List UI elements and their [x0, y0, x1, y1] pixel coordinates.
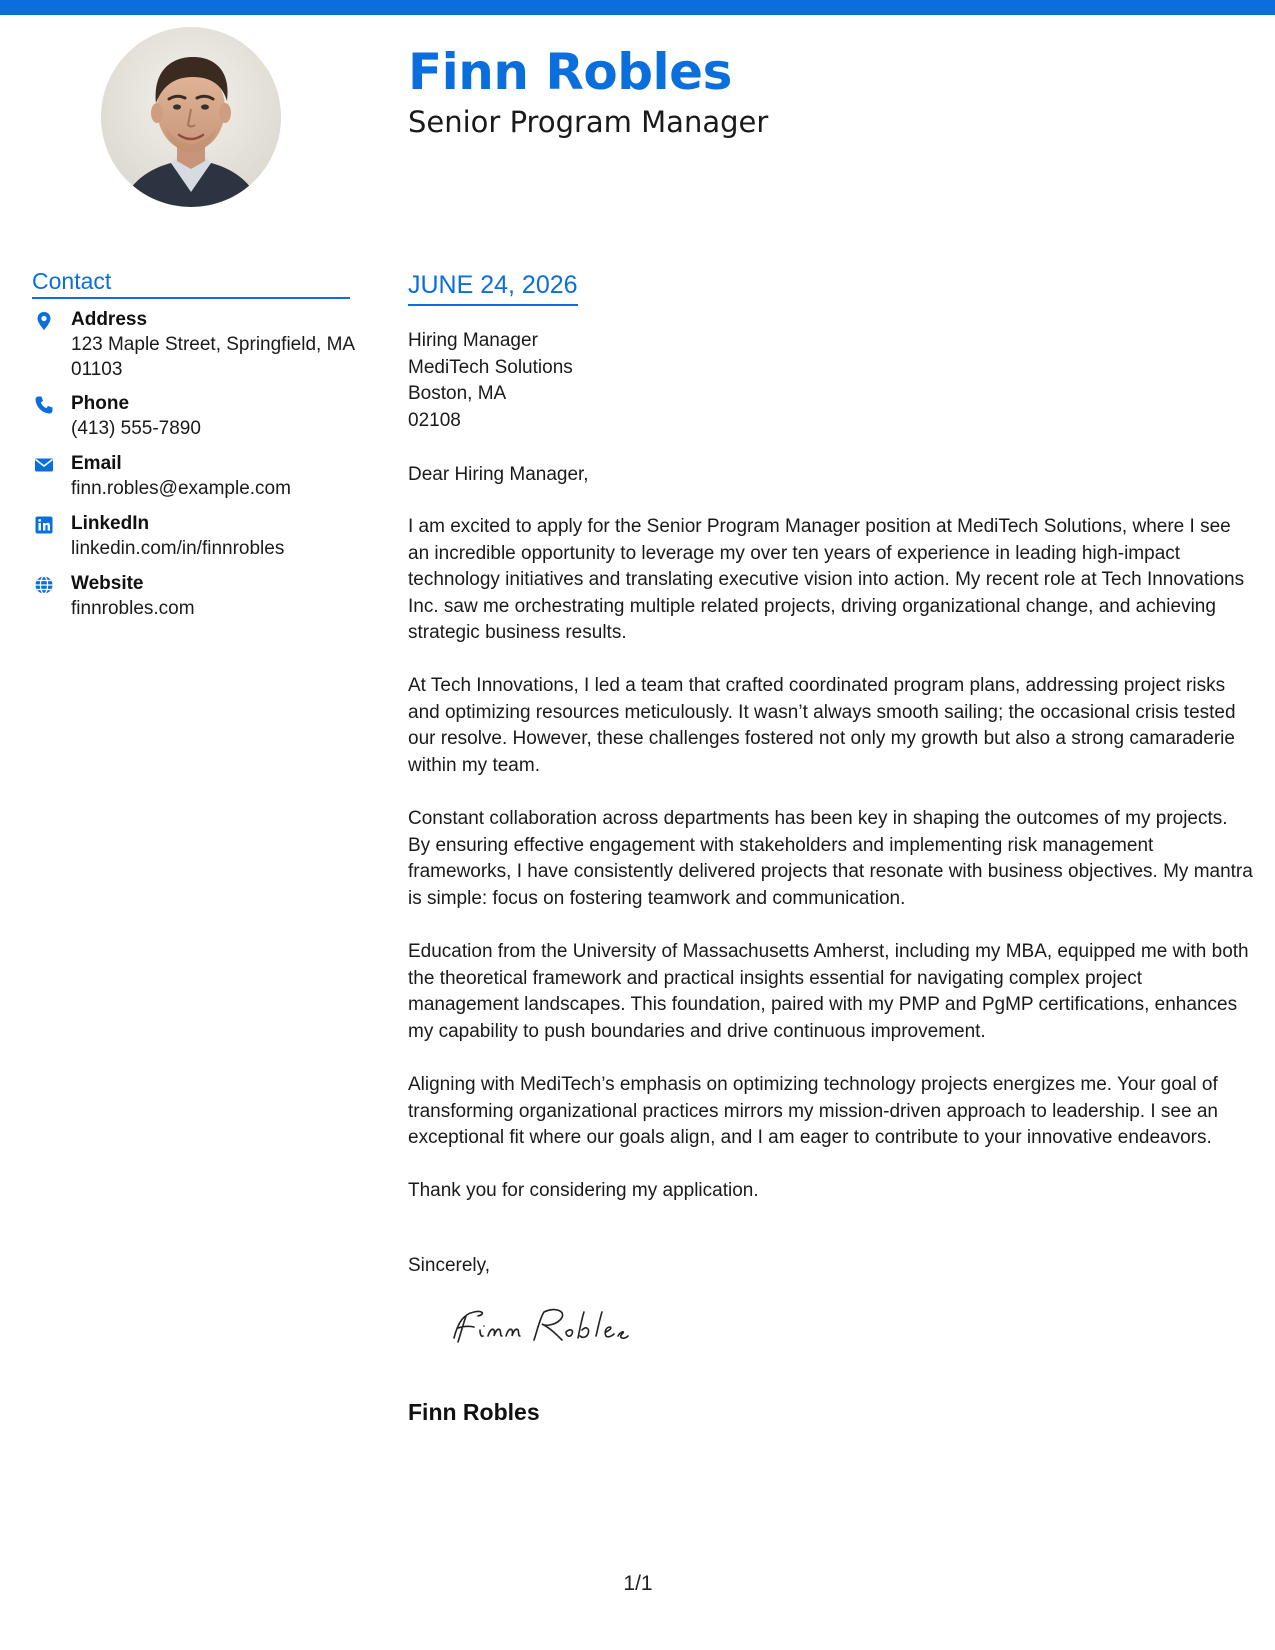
recipient-line: MediTech Solutions [408, 356, 573, 378]
contact-phone-label: Phone [71, 393, 130, 414]
salutation: Dear Hiring Manager, [408, 464, 589, 485]
top-accent-bar [0, 0, 1275, 15]
contact-email-label: Email [71, 453, 122, 474]
letter-date: JUNE 24, 2026 [408, 270, 578, 306]
email-icon [34, 455, 54, 475]
globe-icon [34, 575, 54, 595]
body-paragraph: At Tech Innovations, I led a team that crafted coordinated program plans, addressing project risks and optimizing resources meticulously. It wasn’t always smooth sailing; the occasional crisis tested our resolve. However, these challenges fostered not only my growth but also a strong camaraderie within my team. [408, 675, 1236, 776]
recipient-line: Boston, MA [408, 383, 507, 404]
recipient-line: Hiring Manager [408, 330, 538, 351]
contact-linkedin-label: LinkedIn [71, 513, 150, 534]
phone-icon [34, 395, 54, 415]
candidate-name: Finn Robles [408, 43, 732, 101]
contact-website-value[interactable]: finnrobles.com [71, 598, 195, 619]
body-paragraph: Aligning with MediTech’s emphasis on optimizing technology projects energizes me. Your goal of transforming organizational practices mirrors my mission-driven approach to leadership. I see an exceptional fit where our goals align, and I am eager to contribute to your innovative endeavors. [408, 1074, 1218, 1148]
contact-website-label: Website [71, 573, 144, 594]
contact-heading: Contact [32, 266, 350, 299]
closing: Sincerely, [408, 1255, 491, 1276]
page-number: 1/1 [623, 1572, 653, 1595]
contact-phone-value: (413) 555-7890 [71, 418, 201, 439]
recipient-line: 02108 [408, 409, 461, 431]
body-paragraph: Education from the University of Massachusetts Amherst, including my MBA, equipped me with both the theoretical framework and practical insights essential for navigating complex project management landscapes. This foundation, paired with my PMP and PgMP certifications, enhances my capability to push boundaries and drive continuous improvement. [408, 941, 1249, 1042]
body-paragraph: Thank you for considering my application. [408, 1180, 759, 1201]
recipient-block [408, 328, 573, 434]
linkedin-icon [34, 515, 54, 535]
contact-email-value[interactable]: finn.robles@example.com [71, 478, 291, 499]
body-paragraph: I am excited to apply for the Senior Program Manager position at MediTech Solutions, where I see an incredible opportunity to leverage my over ten years of experience in leading high-impact technology initiatives and translating executive vision into action. My recent role at Tech Innovations Inc. saw me orchestrating multiple related projects, driving organizational change, and achieving strategic business results. [408, 516, 1245, 643]
contact-linkedin-value[interactable]: linkedin.com/in/finnrobles [71, 538, 285, 559]
contact-address-label: Address [71, 309, 148, 330]
map-pin-icon [34, 311, 54, 331]
job-title: Senior Program Manager [408, 105, 769, 139]
body-paragraph: Constant collaboration across departments has been key in shaping the outcomes of my projects. By ensuring effective engagement with stakeholders and implementing risk management frameworks, I have consistently delivered projects that resonate with business objectives. My mantra is simple: focus on fostering teamwork and communication. [408, 808, 1253, 909]
signature [448, 1300, 638, 1350]
signer-name: Finn Robles [408, 1399, 540, 1425]
avatar [101, 27, 281, 207]
contact-address-value: 123 Maple Street, Springfield, MA 01103 [71, 334, 355, 380]
